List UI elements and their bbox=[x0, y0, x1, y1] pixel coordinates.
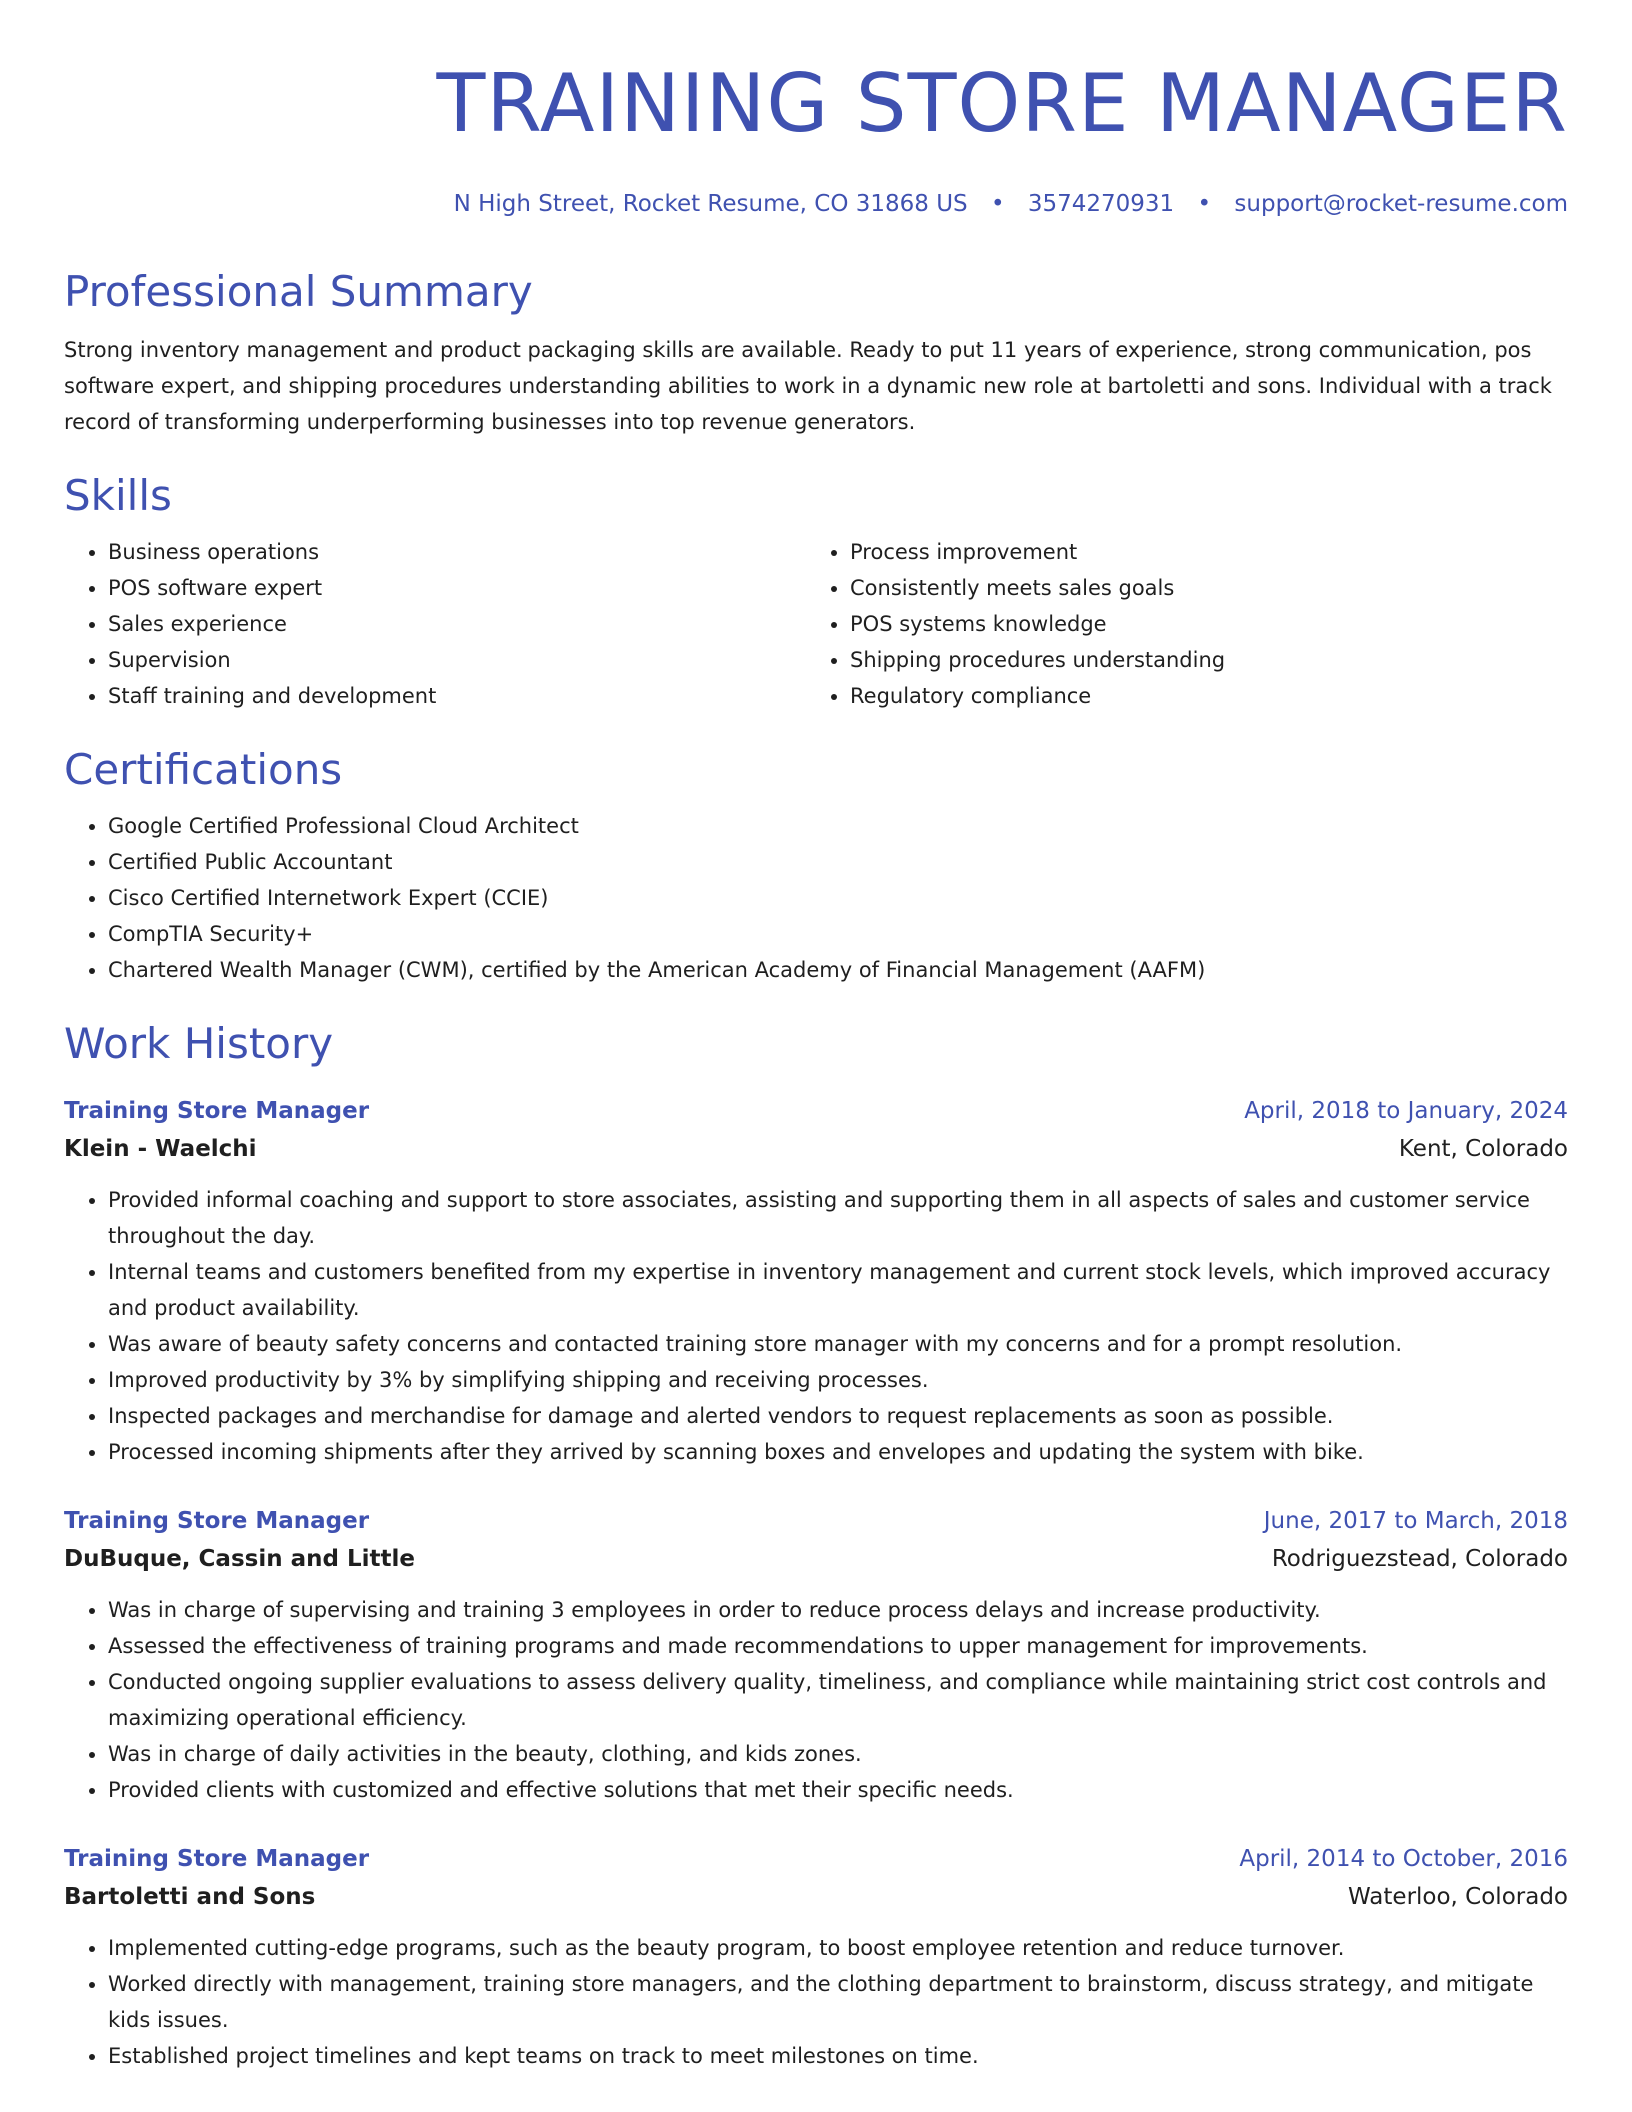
job-bullet: • Was in charge of supervising and training 3 employees in order to reduce process delays and increase productivity. bbox=[108, 1592, 1568, 1628]
job-dates: April, 2018 to January, 2024 bbox=[1244, 1098, 1568, 1124]
certification-item: • CompTIA Security+ bbox=[108, 916, 1568, 952]
job-bullet: • Processed incoming shipments after they arrived by scanning boxes and envelopes and updating the system with bike. bbox=[108, 1434, 1568, 1470]
skill-item: • Staff training and development bbox=[108, 678, 806, 714]
job-bullet: • Established project timelines and kept teams on track to meet milestones on time. bbox=[108, 2038, 1568, 2074]
job-entry bbox=[64, 1092, 1568, 1470]
job-bullet: • Provided clients with customized and effective solutions that met their specific needs. bbox=[108, 1772, 1568, 1808]
contact-address: N High Street, Rocket Resume, CO 31868 US bbox=[453, 191, 968, 217]
job-subheader bbox=[64, 1540, 1568, 1578]
job-entry bbox=[64, 1502, 1568, 1808]
job-company: Klein - Waelchi bbox=[64, 1136, 257, 1162]
skill-item: • Sales experience bbox=[108, 606, 806, 642]
job-header bbox=[64, 1840, 1568, 1878]
skill-item: • Consistently meets sales goals bbox=[850, 570, 1548, 606]
job-title: Training Store Manager bbox=[64, 1098, 370, 1124]
job-company: Bartoletti and Sons bbox=[64, 1884, 316, 1910]
summary-heading: Professional Summary bbox=[64, 267, 533, 316]
certification-item: • Certified Public Accountant bbox=[108, 844, 1568, 880]
contact-email: support@rocket-resume.com bbox=[1234, 191, 1568, 217]
contact-separator: • bbox=[990, 191, 1005, 217]
job-bullet: • Worked directly with management, training store managers, and the clothing department to brainstorm, discuss strategy, and mitigate kids issues. bbox=[108, 1966, 1568, 2038]
resume-name: TRAINING STORE MANAGER bbox=[436, 57, 1568, 150]
skill-item: • Process improvement bbox=[850, 534, 1548, 570]
job-bullet: • Internal teams and customers benefited from my expertise in inventory management and current stock levels, which improved accuracy and product availability. bbox=[108, 1254, 1568, 1326]
certification-item: • Cisco Certified Internetwork Expert (CCIE) bbox=[108, 880, 1568, 916]
skill-item: • Business operations bbox=[108, 534, 806, 570]
skill-item: • POS systems knowledge bbox=[850, 606, 1548, 642]
contact-phone: 3574270931 bbox=[1027, 191, 1175, 217]
job-dates: June, 2017 to March, 2018 bbox=[1263, 1508, 1568, 1534]
job-bullets bbox=[64, 1930, 1568, 2074]
job-bullet: • Was aware of beauty safety concerns and contacted training store manager with my concerns and for a prompt resolution. bbox=[108, 1326, 1568, 1362]
skills-grid bbox=[64, 534, 1568, 714]
skills-column-right bbox=[806, 534, 1548, 714]
job-subheader bbox=[64, 1878, 1568, 1916]
skill-item: • Shipping procedures understanding bbox=[850, 642, 1548, 678]
summary-text: Strong inventory management and product packaging skills are available. Ready to put 11 years of experience, strong communication, pos software expert, and shipping procedures understanding abilities to work in a dynamic new role at bartoletti and sons. Individual with a track record of transforming underperforming businesses into top revenue generators. bbox=[64, 338, 1552, 434]
job-title: Training Store Manager bbox=[64, 1508, 370, 1534]
job-bullet: • Provided informal coaching and support to store associates, assisting and supporting them in all aspects of sales and customer service throughout the day. bbox=[108, 1182, 1568, 1254]
skill-item: • Regulatory compliance bbox=[850, 678, 1548, 714]
job-location: Kent, Colorado bbox=[1398, 1136, 1568, 1162]
job-entry bbox=[64, 1840, 1568, 2074]
certifications-list bbox=[64, 808, 1568, 988]
resume-page bbox=[64, 0, 1568, 2074]
skill-item: • Supervision bbox=[108, 642, 806, 678]
job-header bbox=[64, 1502, 1568, 1540]
job-location: Waterloo, Colorado bbox=[1348, 1884, 1568, 1910]
job-header bbox=[64, 1092, 1568, 1130]
job-bullet: • Improved productivity by 3% by simplifying shipping and receiving processes. bbox=[108, 1362, 1568, 1398]
job-title: Training Store Manager bbox=[64, 1846, 370, 1872]
certification-item: • Chartered Wealth Manager (CWM), certified by the American Academy of Financial Management (AAFM) bbox=[108, 952, 1568, 988]
skills-heading: Skills bbox=[64, 471, 172, 520]
job-bullets bbox=[64, 1592, 1568, 1808]
job-bullet: • Inspected packages and merchandise for damage and alerted vendors to request replacements as soon as possible. bbox=[108, 1398, 1568, 1434]
job-bullet: • Assessed the effectiveness of training programs and made recommendations to upper management for improvements. bbox=[108, 1628, 1568, 1664]
certifications-heading: Certifications bbox=[64, 745, 343, 794]
job-bullet: • Implemented cutting-edge programs, such as the beauty program, to boost employee retention and reduce turnover. bbox=[108, 1930, 1568, 1966]
job-company: DuBuque, Cassin and Little bbox=[64, 1546, 415, 1572]
job-bullet: • Conducted ongoing supplier evaluations to assess delivery quality, timeliness, and compliance while maintaining strict cost controls and maximizing operational efficiency. bbox=[108, 1664, 1568, 1736]
skill-item: • POS software expert bbox=[108, 570, 806, 606]
job-subheader bbox=[64, 1130, 1568, 1168]
skills-column-left bbox=[64, 534, 806, 714]
job-dates: April, 2014 to October, 2016 bbox=[1239, 1846, 1568, 1872]
contact-line bbox=[64, 188, 1568, 220]
work-history-heading: Work History bbox=[64, 1019, 334, 1068]
contact-separator: • bbox=[1197, 191, 1212, 217]
job-bullet: • Was in charge of daily activities in the beauty, clothing, and kids zones. bbox=[108, 1736, 1568, 1772]
certification-item: • Google Certified Professional Cloud Architect bbox=[108, 808, 1568, 844]
job-location: Rodriguezstead, Colorado bbox=[1271, 1546, 1568, 1572]
job-bullets bbox=[64, 1182, 1568, 1470]
